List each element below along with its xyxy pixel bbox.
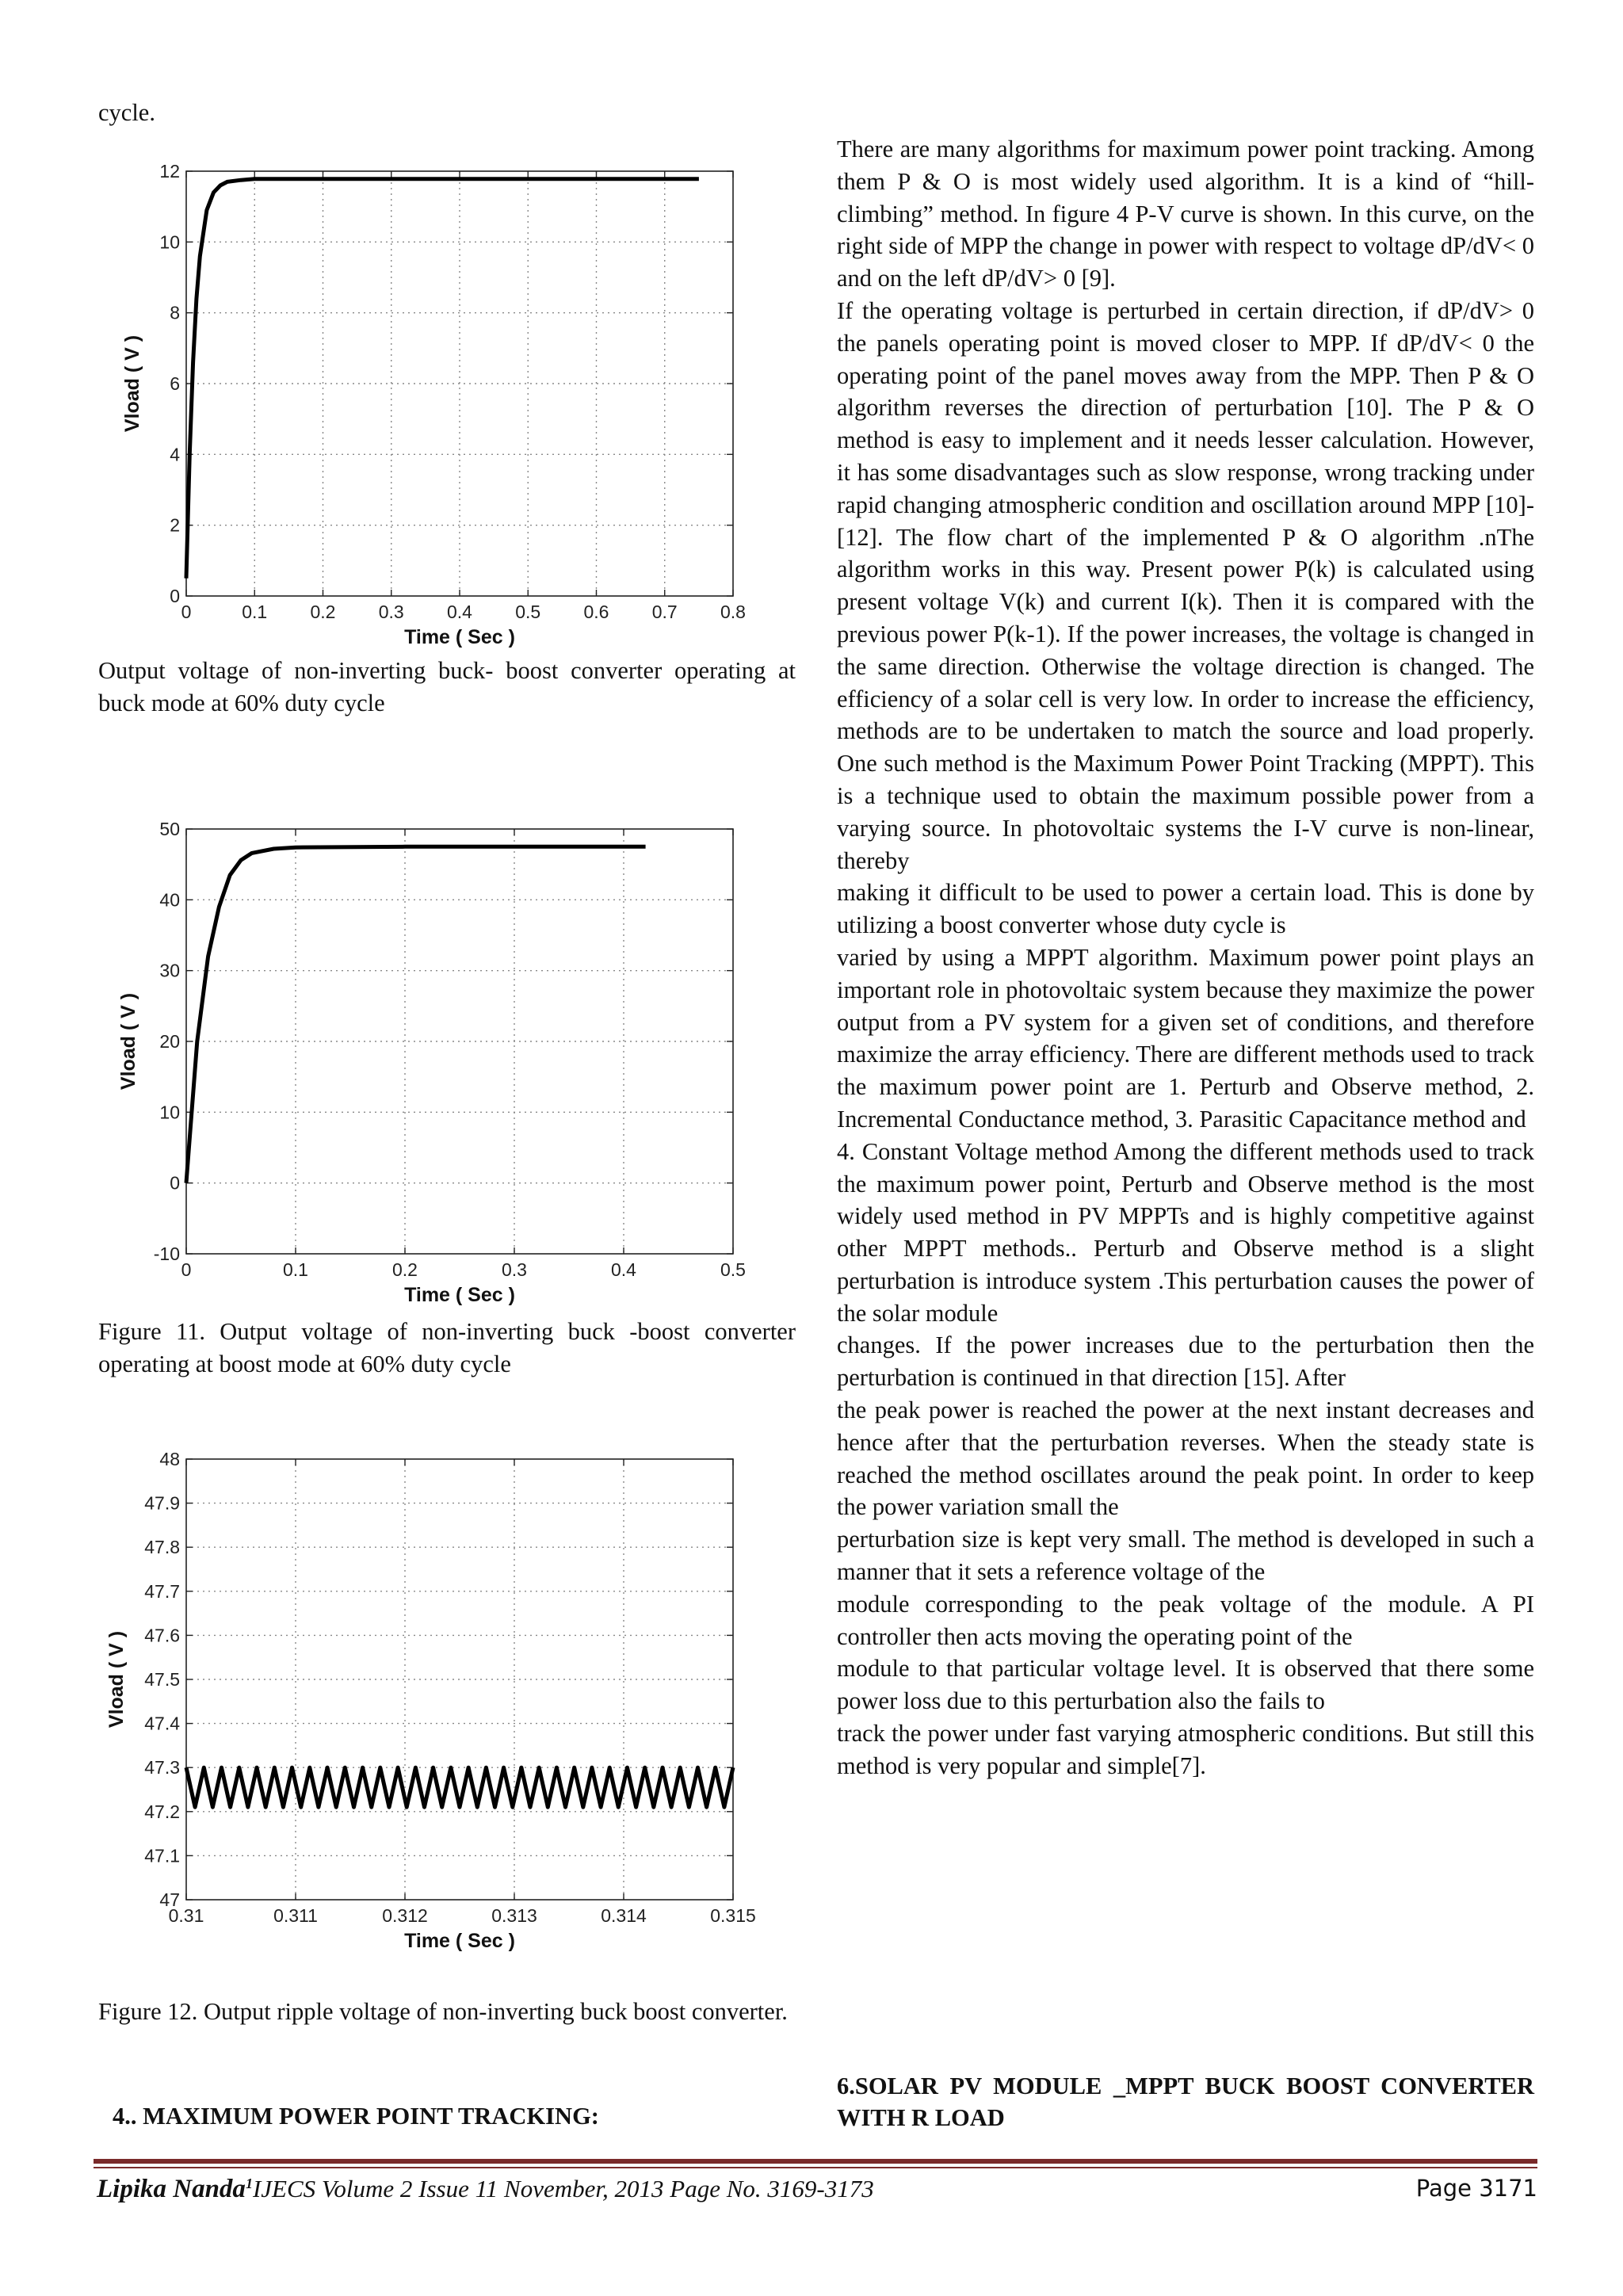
- x-tick-label: 0.312: [382, 1905, 428, 1926]
- page-footer: [97, 2175, 1537, 2211]
- y-tick-label: 6: [170, 373, 180, 394]
- x-tick-label: 0.4: [447, 602, 472, 622]
- left-top-fragment: cycle.: [98, 99, 155, 126]
- y-tick-label: 50: [159, 819, 180, 839]
- footer-rule-thick: [94, 2159, 1537, 2164]
- chart-buck-mode-output-voltage: [111, 159, 761, 666]
- chart-boost-mode-output-voltage: [111, 816, 761, 1324]
- footer-author-sup: 1: [245, 2176, 253, 2191]
- paragraph: changes. If the power increases due to the perturbation then the perturbation is continued in that direction [15]. After: [837, 1331, 1534, 1392]
- x-tick-label: 0.2: [392, 1259, 418, 1280]
- y-tick-label: 47.8: [144, 1537, 180, 1558]
- y-tick-label: 47.5: [144, 1669, 180, 1690]
- y-axis-label: Vload ( V ): [105, 1630, 128, 1729]
- x-tick-label: 0.314: [601, 1905, 647, 1926]
- x-tick-label: 0: [181, 602, 192, 622]
- y-tick-label: 2: [170, 514, 180, 536]
- y-tick-label: 8: [170, 302, 180, 323]
- right-column-body: [837, 133, 1534, 1782]
- x-tick-label: 0.5: [720, 1259, 746, 1280]
- footer-page-number: Page 3171: [1415, 2175, 1537, 2202]
- y-tick-label: 48: [159, 1449, 180, 1469]
- x-tick-label: 0: [181, 1259, 192, 1280]
- x-tick-label: 0.4: [611, 1259, 636, 1280]
- x-tick-label: 0.31: [168, 1905, 204, 1926]
- y-tick-label: 47.2: [144, 1801, 180, 1822]
- y-tick-label: 47.6: [144, 1625, 180, 1646]
- paragraph: making it difficult to be used to power a certain load. This is done by utilizing a boost converter whose duty cycle is: [837, 879, 1534, 939]
- y-tick-label: 10: [159, 231, 180, 253]
- y-tick-label: 0: [170, 1172, 180, 1194]
- x-tick-label: 0.3: [502, 1259, 527, 1280]
- section-heading-mppt: 4.. MAXIMUM POWER POINT TRACKING:: [113, 2103, 599, 2130]
- y-tick-label: 47.9: [144, 1492, 180, 1514]
- y-tick-label: -10: [153, 1244, 180, 1264]
- paragraph: varied by using a MPPT algorithm. Maximum power point plays an important role in photovoltaic system because they maximize the power output from a PV system for a given set of conditions, and therefore maximize the array efficiency. There are different methods used to track the maximum power point are 1. Perturb and Observe method, 2. Incremental Conductance method, 3. Parasitic Capacitance method and: [837, 943, 1534, 1133]
- y-tick-label: 47: [159, 1889, 180, 1910]
- figure-caption-11: Figure 11. Output voltage of non-inverting buck -boost converter operating at boost mode at 60% duty cycle: [98, 1318, 796, 1377]
- paragraph: perturbation size is kept very small. The method is developed in such a manner that it sets a reference voltage of the: [837, 1526, 1534, 1586]
- y-tick-label: 47.7: [144, 1580, 180, 1602]
- footer-journal: IJECS Volume 2 Issue 11 November, 2013 Page No. 3169-3173: [252, 2175, 874, 2202]
- x-tick-label: 0.311: [273, 1905, 318, 1926]
- x-tick-label: 0.313: [491, 1905, 537, 1926]
- y-tick-label: 12: [159, 161, 180, 181]
- y-tick-label: 47.1: [144, 1845, 180, 1866]
- paragraph: module to that particular voltage level. It is observed that there some power loss due to this perturbation also the fails to: [837, 1655, 1534, 1715]
- y-tick-label: 10: [159, 1102, 180, 1123]
- x-tick-label: 0.8: [720, 602, 746, 622]
- y-tick-label: 47.4: [144, 1713, 180, 1734]
- y-axis-label: Vload ( V ): [117, 992, 139, 1091]
- chart-output-ripple-voltage: [103, 1446, 769, 1985]
- y-tick-label: 40: [159, 889, 180, 911]
- x-tick-label: 0.1: [242, 602, 268, 622]
- figure-caption-buck-mode: Output voltage of non-inverting buck- boost converter operating at buck mode at 60% duty cycle: [98, 657, 796, 716]
- paragraph: If the operating voltage is perturbed in certain direction, if dP/dV> 0 the panels operating point is moved closer to MPP. If dP/dV< 0 the operating point of the panel moves away from the MPP. Then P & O algorithm reverses the direction of perturbation [10]. The P & O method is easy to implement and it needs lesser calculation. However, it has some disadvantages such as slow response, wrong tracking under rapid changing atmospheric condition and oscillation around MPP [10]-[12]. The flow chart of the implemented P & O algorithm .nThe algorithm works in this way. Present power P(k) is calculated using present voltage V(k) and current I(k). Then it is compared with the previous power P(k-1). If the power increases, the voltage is changed in the same direction. Otherwise the voltage direction is changed. The efficiency of a solar cell is very low. In order to increase the efficiency, methods are to be undertaken to match the source and load properly. One such method is the Maximum Power Point Tracking (MPPT). This is a technique used to obtain the maximum possible power from a varying source. In photovoltaic systems the I-V curve is non-linear, thereby: [837, 296, 1534, 874]
- paragraph: track the power under fast varying atmospheric conditions. But still this method is very popular and simple[7].: [837, 1720, 1534, 1779]
- series-line: [186, 846, 646, 1182]
- x-axis-label: Time ( Sec ): [404, 1930, 515, 1952]
- x-tick-label: 0.2: [310, 602, 336, 622]
- figure-caption-12: Figure 12. Output ripple voltage of non-inverting buck boost converter.: [98, 1998, 788, 2025]
- x-tick-label: 0.1: [283, 1259, 308, 1280]
- x-tick-label: 0.315: [710, 1905, 756, 1926]
- y-axis-label: Vload ( V ): [121, 334, 143, 433]
- x-tick-label: 0.3: [378, 602, 404, 622]
- paragraph: module corresponding to the peak voltage of the module. A PI controller then acts moving the operating point of the: [837, 1590, 1534, 1650]
- y-tick-label: 0: [170, 586, 180, 606]
- series-line: [186, 179, 699, 579]
- y-tick-label: 4: [170, 444, 180, 465]
- y-tick-label: 47.3: [144, 1757, 180, 1778]
- footer-author: Lipika Nanda: [97, 2175, 246, 2203]
- x-tick-label: 0.7: [651, 602, 678, 622]
- paragraph: There are many algorithms for maximum power point tracking. Among them P & O is most widely used algorithm. It is a kind of “hill-climbing” method. In figure 4 P-V curve is shown. In this curve, on the right side of MPP the change in power with respect to voltage dP/dV< 0 and on the left dP/dV> 0 [9].: [837, 136, 1534, 292]
- x-axis-label: Time ( Sec ): [404, 626, 515, 648]
- paragraph: the peak power is reached the power at the next instant decreases and hence after that the perturbation reverses. When the steady state is reached the method oscillates around the peak point. In order to keep the power variation small the: [837, 1396, 1534, 1521]
- x-tick-label: 0.5: [515, 602, 541, 622]
- y-tick-label: 30: [159, 960, 180, 981]
- footer-rule-thin: [94, 2167, 1537, 2168]
- section-heading-solar-pv: 6.SOLAR PV MODULE _MPPT BUCK BOOST CONVERTER WITH R LOAD: [837, 2073, 1534, 2131]
- x-axis-label: Time ( Sec ): [404, 1284, 515, 1306]
- y-tick-label: 20: [159, 1031, 180, 1052]
- paragraph: 4. Constant Voltage method Among the different methods used to track the maximum power point, Perturb and Observe method is the most widely used method in PV MPPTs and is highly competitive against other MPPT methods.. Perturb and Observe method is a slight perturbation is introduce system .This perturbation causes the power of the solar module: [837, 1137, 1534, 1327]
- series-line: [186, 1767, 733, 1807]
- x-tick-label: 0.6: [583, 602, 609, 622]
